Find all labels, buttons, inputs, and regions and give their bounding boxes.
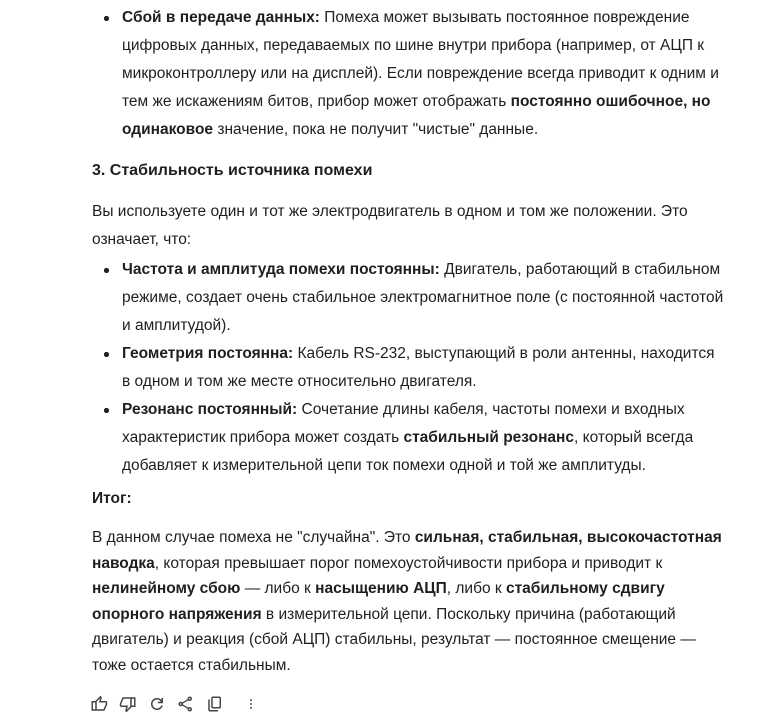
copy-button[interactable] [201, 690, 229, 718]
regenerate-icon [148, 695, 166, 713]
share-button[interactable] [172, 690, 200, 718]
list-item [92, 256, 724, 340]
list-item-text: Частота и амплитуда помехи постоянны: Двигатель, работающий в стабильном режиме, создает очень стабильное электромагнитное поле (с постоянной частотой и амплитудой). [122, 261, 724, 334]
list-item-text: Геометрия постоянна: Кабель RS-232, выступающий в роли антенны, находится в одном и том же месте относительно двигателя. [122, 345, 715, 390]
summary-label: Итог: [92, 490, 132, 507]
more-options-icon [243, 696, 259, 712]
thumbs-down-button[interactable] [114, 690, 142, 718]
thumbs-down-icon [119, 695, 137, 713]
more-options-button[interactable] [237, 690, 265, 718]
response-actions [85, 690, 768, 718]
copy-icon [206, 695, 224, 713]
thumbs-up-icon [90, 695, 108, 713]
stability-list [92, 256, 724, 480]
damage-list [92, 4, 724, 144]
thumbs-up-button[interactable] [85, 690, 113, 718]
summary-paragraph: В данном случае помеха не "случайна". Это сильная, стабильная, высокочастотная наводка, которая превышает порог помехоустойчивости прибора и приводит к нелинейному сбою — либо к насыщению АЦП, либо к стабильному сдвигу опорного напряжения в измерительной цепи. Поскольку причина (работающий двигатель) и реакция (сбой АЦП) стабильны, результат — постоянное смещение — тоже остается стабильным. [92, 529, 722, 674]
list-item [92, 4, 724, 144]
regenerate-button[interactable] [143, 690, 171, 718]
list-item-text: Сбой в передаче данных: Помеха может вызывать постоянное повреждение цифровых данных, передаваемых по шине внутри прибора (например, от АЦП к микроконтроллеру или на дисплей). Если повреждение всегда приводит к одним и тем же искажениям битов, прибор может отображать постоянно ошибочное, но одинаковое значение, пока не получит "чистые" данные. [122, 9, 719, 138]
intro-paragraph: Вы используете один и тот же электродвигатель в одном и том же положении. Это означает, что: [92, 203, 688, 248]
share-icon [177, 695, 195, 713]
list-item [92, 340, 724, 396]
section-heading: 3. Стабильность источника помехи [92, 162, 373, 179]
list-item [92, 396, 724, 480]
list-item-text: Резонанс постоянный: Сочетание длины кабеля, частоты помехи и входных характеристик прибора может создать стабильный резонанс, который всегда добавляет к измерительной цепи ток помехи одной и той же амплитуды. [122, 401, 694, 474]
response-content [92, 0, 724, 678]
